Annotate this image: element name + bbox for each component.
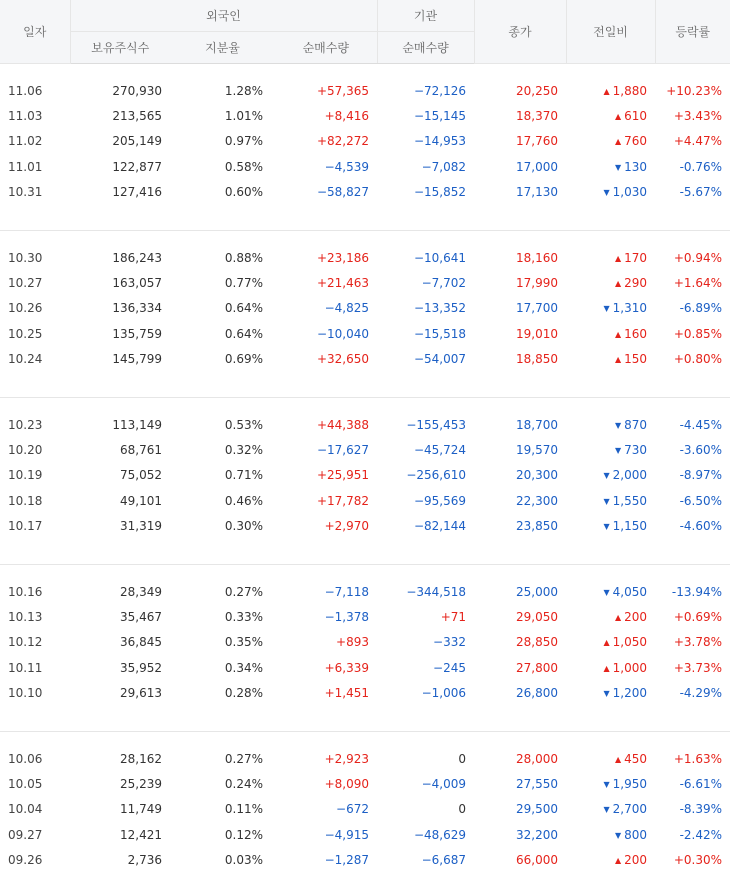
diff-value: 730 — [624, 442, 648, 457]
triangle-down-icon: ▼ — [603, 689, 610, 699]
triangle-down-icon: ▼ — [603, 522, 610, 532]
cell-holdings: 29,613 — [120, 686, 162, 701]
cell-inst-net: −14,953 — [413, 134, 467, 149]
cell-foreign-net: +8,416 — [324, 109, 370, 124]
cell-rate: +3.73% — [673, 660, 723, 675]
cell-foreign-net: −7,118 — [324, 584, 370, 599]
triangle-up-icon: ▲ — [614, 329, 622, 339]
cell-holdings: 12,421 — [120, 827, 162, 842]
cell-date: 11.01 — [8, 159, 43, 174]
cell-foreign-net: +23,186 — [316, 250, 370, 265]
cell-inst-net: 0 — [458, 751, 467, 766]
triangle-up-icon: ▲ — [614, 112, 622, 122]
cell-diff — [566, 680, 655, 705]
header-institution: 기관 — [377, 0, 474, 32]
cell-close: 28,000 — [516, 751, 559, 766]
cell-date: 10.20 — [8, 442, 43, 457]
cell-holdings: 75,052 — [120, 468, 162, 483]
cell-foreign-net: +21,463 — [316, 276, 370, 291]
group-spacer — [0, 372, 730, 398]
diff-value: 160 — [624, 326, 648, 341]
triangle-up-icon: ▲ — [614, 279, 622, 289]
cell-foreign-net: −17,627 — [316, 442, 370, 457]
cell-diff — [566, 847, 655, 872]
triangle-down-icon: ▼ — [603, 496, 610, 506]
table-row — [0, 78, 730, 103]
cell-date: 10.19 — [8, 468, 43, 483]
table-row — [0, 296, 730, 321]
cell-foreign-net: +2,923 — [324, 751, 370, 766]
cell-rate: +0.85% — [673, 326, 723, 341]
cell-date: 10.31 — [8, 185, 43, 200]
cell-foreign-net: +57,365 — [316, 83, 370, 98]
cell-diff — [566, 771, 655, 796]
cell-inst-net: −6,687 — [421, 853, 467, 868]
table-row — [0, 180, 730, 205]
cell-holdings: 186,243 — [112, 250, 162, 265]
cell-holdings: 25,239 — [120, 776, 162, 791]
diff-value: 2,700 — [612, 802, 648, 817]
cell-date: 11.03 — [8, 109, 43, 124]
cell-foreign-net: −1,287 — [324, 853, 370, 868]
cell-inst-net: −82,144 — [413, 519, 467, 534]
triangle-up-icon: ▲ — [603, 86, 610, 96]
cell-close: 66,000 — [516, 853, 559, 868]
cell-inst-net: −256,610 — [406, 468, 467, 483]
cell-rate: +3.43% — [673, 109, 723, 124]
triangle-down-icon: ▼ — [603, 587, 610, 597]
table-row — [0, 270, 730, 295]
cell-date: 10.17 — [8, 519, 43, 534]
triangle-up-icon: ▲ — [614, 856, 622, 866]
cell-diff — [566, 180, 655, 205]
cell-date: 10.25 — [8, 326, 43, 341]
triangle-up-icon: ▲ — [614, 754, 622, 764]
triangle-up-icon: ▲ — [603, 638, 610, 648]
cell-inst-net: 0 — [458, 802, 467, 817]
cell-close: 28,850 — [516, 635, 559, 650]
cell-rate: +1.63% — [673, 751, 723, 766]
diff-value: 1,550 — [612, 493, 648, 508]
triangle-down-icon: ▼ — [603, 779, 610, 789]
table-row — [0, 771, 730, 796]
cell-holdings: 135,759 — [112, 326, 162, 341]
cell-diff — [566, 103, 655, 128]
cell-rate: -3.60% — [679, 442, 723, 457]
cell-holdings: 122,877 — [112, 159, 162, 174]
cell-rate: -6.89% — [679, 301, 723, 316]
cell-close: 17,700 — [516, 301, 559, 316]
cell-foreign-net: +8,090 — [324, 776, 370, 791]
cell-close: 27,800 — [516, 660, 559, 675]
table-row — [0, 245, 730, 270]
triangle-down-icon: ▼ — [614, 445, 622, 455]
cell-foreign-net: +6,339 — [324, 660, 370, 675]
cell-close: 29,500 — [516, 802, 559, 817]
header-holdings: 보유주식수 — [70, 32, 170, 64]
diff-value: 150 — [624, 352, 648, 367]
table-row — [0, 630, 730, 655]
cell-ratio: 0.27% — [224, 584, 263, 599]
table-row — [0, 412, 730, 437]
cell-foreign-net: −4,825 — [324, 301, 370, 316]
cell-inst-net: −54,007 — [413, 352, 467, 367]
cell-close: 25,000 — [516, 584, 559, 599]
cell-date: 09.26 — [8, 853, 43, 868]
diff-value: 760 — [624, 134, 648, 149]
cell-rate: +0.30% — [673, 853, 723, 868]
cell-holdings: 68,761 — [120, 442, 162, 457]
cell-ratio: 0.77% — [224, 276, 263, 291]
cell-rate: -8.39% — [679, 802, 723, 817]
diff-value: 1,050 — [612, 635, 648, 650]
cell-date: 10.11 — [8, 660, 43, 675]
diff-value: 800 — [624, 827, 648, 842]
table-row — [0, 680, 730, 705]
cell-foreign-net: +893 — [336, 635, 370, 650]
cell-rate: +0.69% — [673, 609, 723, 624]
cell-rate: +3.78% — [673, 635, 723, 650]
cell-holdings: 49,101 — [120, 493, 162, 508]
cell-close: 17,760 — [516, 134, 559, 149]
triangle-up-icon: ▲ — [614, 355, 622, 365]
cell-diff — [566, 488, 655, 513]
cell-diff — [566, 746, 655, 771]
cell-holdings: 145,799 — [112, 352, 162, 367]
cell-close: 22,300 — [516, 493, 559, 508]
cell-foreign-net: −4,539 — [324, 159, 370, 174]
cell-date: 10.16 — [8, 584, 43, 599]
cell-date: 10.23 — [8, 417, 43, 432]
cell-holdings: 163,057 — [112, 276, 162, 291]
cell-diff — [566, 579, 655, 604]
cell-diff — [566, 797, 655, 822]
cell-holdings: 28,349 — [120, 584, 162, 599]
table-row — [0, 463, 730, 488]
group-spacer — [0, 565, 730, 579]
diff-value: 1,200 — [612, 686, 648, 701]
cell-foreign-net: +82,272 — [316, 134, 370, 149]
cell-diff — [566, 630, 655, 655]
cell-holdings: 35,467 — [120, 609, 162, 624]
table-row — [0, 797, 730, 822]
table-row — [0, 347, 730, 372]
cell-holdings: 127,416 — [112, 185, 162, 200]
cell-inst-net: −95,569 — [413, 493, 467, 508]
cell-diff — [566, 270, 655, 295]
cell-rate: -2.42% — [679, 827, 723, 842]
cell-close: 23,850 — [516, 519, 559, 534]
cell-diff — [566, 513, 655, 538]
cell-ratio: 0.32% — [224, 442, 263, 457]
cell-date: 10.26 — [8, 301, 43, 316]
cell-foreign-net: −58,827 — [316, 185, 370, 200]
cell-date: 10.05 — [8, 776, 43, 791]
cell-ratio: 0.46% — [224, 493, 263, 508]
triangle-down-icon: ▼ — [614, 830, 622, 840]
triangle-down-icon: ▼ — [603, 805, 610, 815]
cell-ratio: 0.28% — [224, 686, 263, 701]
header-inst-net: 순매수량 — [377, 32, 474, 64]
cell-diff — [566, 245, 655, 270]
diff-value: 200 — [624, 853, 648, 868]
cell-close: 18,370 — [516, 109, 559, 124]
group-spacer — [0, 231, 730, 245]
cell-diff — [566, 463, 655, 488]
cell-inst-net: −4,009 — [421, 776, 467, 791]
cell-ratio: 0.60% — [224, 185, 263, 200]
cell-holdings: 2,736 — [127, 853, 162, 868]
cell-rate: -13.94% — [671, 584, 723, 599]
cell-ratio: 0.88% — [224, 250, 263, 265]
cell-close: 20,300 — [516, 468, 559, 483]
cell-rate: -4.45% — [679, 417, 723, 432]
cell-inst-net: −15,518 — [413, 326, 467, 341]
cell-rate: -5.67% — [679, 185, 723, 200]
cell-diff — [566, 321, 655, 346]
cell-diff — [566, 296, 655, 321]
cell-rate: +1.64% — [673, 276, 723, 291]
cell-inst-net: −15,145 — [413, 109, 467, 124]
cell-close: 18,700 — [516, 417, 559, 432]
header-close: 종가 — [474, 0, 566, 64]
cell-ratio: 0.03% — [224, 853, 263, 868]
header-foreign-net: 순매수량 — [275, 32, 377, 64]
cell-ratio: 0.69% — [224, 352, 263, 367]
diff-value: 2,000 — [612, 468, 648, 483]
cell-close: 26,800 — [516, 686, 559, 701]
diff-value: 4,050 — [612, 584, 648, 599]
diff-value: 610 — [624, 109, 648, 124]
table-row — [0, 129, 730, 154]
cell-inst-net: −7,702 — [421, 276, 467, 291]
cell-foreign-net: −10,040 — [316, 326, 370, 341]
triangle-down-icon: ▼ — [603, 188, 610, 198]
cell-holdings: 136,334 — [112, 301, 162, 316]
group-spacer — [0, 64, 730, 79]
triangle-up-icon: ▲ — [614, 137, 622, 147]
header-foreign: 외국인 — [70, 0, 377, 32]
cell-holdings: 28,162 — [120, 751, 162, 766]
table-row — [0, 746, 730, 771]
cell-inst-net: −72,126 — [413, 83, 467, 98]
table-row — [0, 437, 730, 462]
cell-close: 18,160 — [516, 250, 559, 265]
cell-diff — [566, 129, 655, 154]
cell-date: 10.13 — [8, 609, 43, 624]
cell-rate: +10.23% — [666, 83, 723, 98]
table-row — [0, 579, 730, 604]
cell-ratio: 0.27% — [224, 751, 263, 766]
cell-date: 10.24 — [8, 352, 43, 367]
table-row — [0, 103, 730, 128]
cell-inst-net: −45,724 — [413, 442, 467, 457]
cell-rate: +0.94% — [673, 250, 723, 265]
header-rate: 등락률 — [655, 0, 730, 64]
cell-rate: -6.61% — [679, 776, 723, 791]
table-row — [0, 604, 730, 629]
cell-foreign-net: +1,451 — [324, 686, 370, 701]
triangle-down-icon: ▼ — [603, 304, 610, 314]
table-row — [0, 321, 730, 346]
table-header — [0, 0, 730, 64]
cell-date: 10.10 — [8, 686, 43, 701]
cell-ratio: 0.33% — [224, 609, 263, 624]
cell-close: 17,000 — [516, 159, 559, 174]
diff-value: 1,310 — [612, 301, 648, 316]
cell-ratio: 0.71% — [224, 468, 263, 483]
cell-ratio: 0.12% — [224, 827, 263, 842]
group-spacer — [0, 205, 730, 231]
cell-date: 10.04 — [8, 802, 43, 817]
header-date: 일자 — [0, 0, 70, 64]
cell-rate: -4.29% — [679, 686, 723, 701]
diff-value: 450 — [624, 751, 648, 766]
header-ratio: 지분율 — [170, 32, 275, 64]
triangle-down-icon: ▼ — [614, 420, 622, 430]
diff-value: 1,950 — [612, 776, 648, 791]
cell-close: 20,250 — [516, 83, 559, 98]
cell-holdings: 11,749 — [120, 802, 162, 817]
cell-close: 32,200 — [516, 827, 559, 842]
cell-holdings: 35,952 — [120, 660, 162, 675]
diff-value: 870 — [624, 417, 648, 432]
cell-date: 10.27 — [8, 276, 43, 291]
group-spacer — [0, 539, 730, 565]
cell-inst-net: −15,852 — [413, 185, 467, 200]
diff-value: 170 — [624, 250, 648, 265]
group-spacer — [0, 706, 730, 732]
cell-ratio: 0.58% — [224, 159, 263, 174]
cell-diff — [566, 822, 655, 847]
cell-inst-net: −7,082 — [421, 159, 467, 174]
diff-value: 130 — [624, 159, 648, 174]
cell-foreign-net: +2,970 — [324, 519, 370, 534]
cell-close: 18,850 — [516, 352, 559, 367]
cell-holdings: 213,565 — [112, 109, 162, 124]
triangle-up-icon: ▲ — [603, 663, 610, 673]
diff-value: 1,030 — [612, 185, 648, 200]
cell-ratio: 0.24% — [224, 776, 263, 791]
cell-foreign-net: +44,388 — [316, 417, 370, 432]
cell-close: 17,990 — [516, 276, 559, 291]
cell-diff — [566, 154, 655, 179]
cell-ratio: 0.64% — [224, 326, 263, 341]
triangle-down-icon: ▼ — [614, 162, 622, 172]
cell-holdings: 270,930 — [112, 83, 162, 98]
triangle-up-icon: ▲ — [614, 612, 622, 622]
cell-holdings: 205,149 — [112, 134, 162, 149]
cell-date: 10.12 — [8, 635, 43, 650]
cell-holdings: 113,149 — [112, 417, 162, 432]
cell-foreign-net: +32,650 — [316, 352, 370, 367]
cell-inst-net: −1,006 — [421, 686, 467, 701]
cell-diff — [566, 347, 655, 372]
cell-foreign-net: +25,951 — [316, 468, 370, 483]
cell-foreign-net: +17,782 — [316, 493, 370, 508]
cell-ratio: 0.97% — [224, 134, 263, 149]
diff-value: 1,880 — [612, 83, 648, 98]
cell-inst-net: −10,641 — [413, 250, 467, 265]
table-row — [0, 822, 730, 847]
cell-date: 10.18 — [8, 493, 43, 508]
diff-value: 1,150 — [612, 519, 648, 534]
cell-ratio: 0.64% — [224, 301, 263, 316]
cell-close: 19,010 — [516, 326, 559, 341]
cell-close: 17,130 — [516, 185, 559, 200]
table-row — [0, 847, 730, 872]
table-body — [0, 64, 730, 873]
cell-date: 09.27 — [8, 827, 43, 842]
cell-rate: -6.50% — [679, 493, 723, 508]
cell-ratio: 0.34% — [224, 660, 263, 675]
cell-diff — [566, 78, 655, 103]
cell-date: 11.06 — [8, 83, 43, 98]
table-row — [0, 488, 730, 513]
diff-value: 200 — [624, 609, 648, 624]
cell-rate: +0.80% — [673, 352, 723, 367]
table-row — [0, 513, 730, 538]
cell-inst-net: +71 — [440, 609, 467, 624]
triangle-up-icon: ▲ — [614, 253, 622, 263]
cell-date: 10.06 — [8, 751, 43, 766]
cell-inst-net: −48,629 — [413, 827, 467, 842]
cell-holdings: 31,319 — [120, 519, 162, 534]
group-spacer — [0, 732, 730, 746]
group-spacer — [0, 398, 730, 412]
cell-ratio: 0.30% — [224, 519, 263, 534]
cell-holdings: 36,845 — [120, 635, 162, 650]
cell-inst-net: −344,518 — [406, 584, 467, 599]
cell-close: 27,550 — [516, 776, 559, 791]
cell-rate: -4.60% — [679, 519, 723, 534]
cell-ratio: 0.35% — [224, 635, 263, 650]
cell-foreign-net: −672 — [336, 802, 370, 817]
cell-ratio: 1.01% — [224, 109, 263, 124]
table-row — [0, 154, 730, 179]
cell-diff — [566, 604, 655, 629]
diff-value: 1,000 — [612, 660, 648, 675]
cell-ratio: 0.11% — [224, 802, 263, 817]
cell-diff — [566, 437, 655, 462]
cell-inst-net: −13,352 — [413, 301, 467, 316]
cell-ratio: 1.28% — [224, 83, 263, 98]
table-row — [0, 655, 730, 680]
cell-inst-net: −245 — [433, 660, 467, 675]
cell-close: 19,570 — [516, 442, 559, 457]
cell-foreign-net: −1,378 — [324, 609, 370, 624]
cell-close: 29,050 — [516, 609, 559, 624]
cell-rate: -8.97% — [679, 468, 723, 483]
cell-date: 11.02 — [8, 134, 43, 149]
cell-ratio: 0.53% — [224, 417, 263, 432]
header-diff: 전일비 — [566, 0, 655, 64]
triangle-down-icon: ▼ — [603, 471, 610, 481]
cell-foreign-net: −4,915 — [324, 827, 370, 842]
cell-diff — [566, 412, 655, 437]
cell-inst-net: −155,453 — [406, 417, 467, 432]
cell-rate: +4.47% — [673, 134, 723, 149]
cell-inst-net: −332 — [433, 635, 467, 650]
cell-diff — [566, 655, 655, 680]
cell-date: 10.30 — [8, 250, 43, 265]
cell-rate: -0.76% — [679, 159, 723, 174]
diff-value: 290 — [624, 276, 648, 291]
